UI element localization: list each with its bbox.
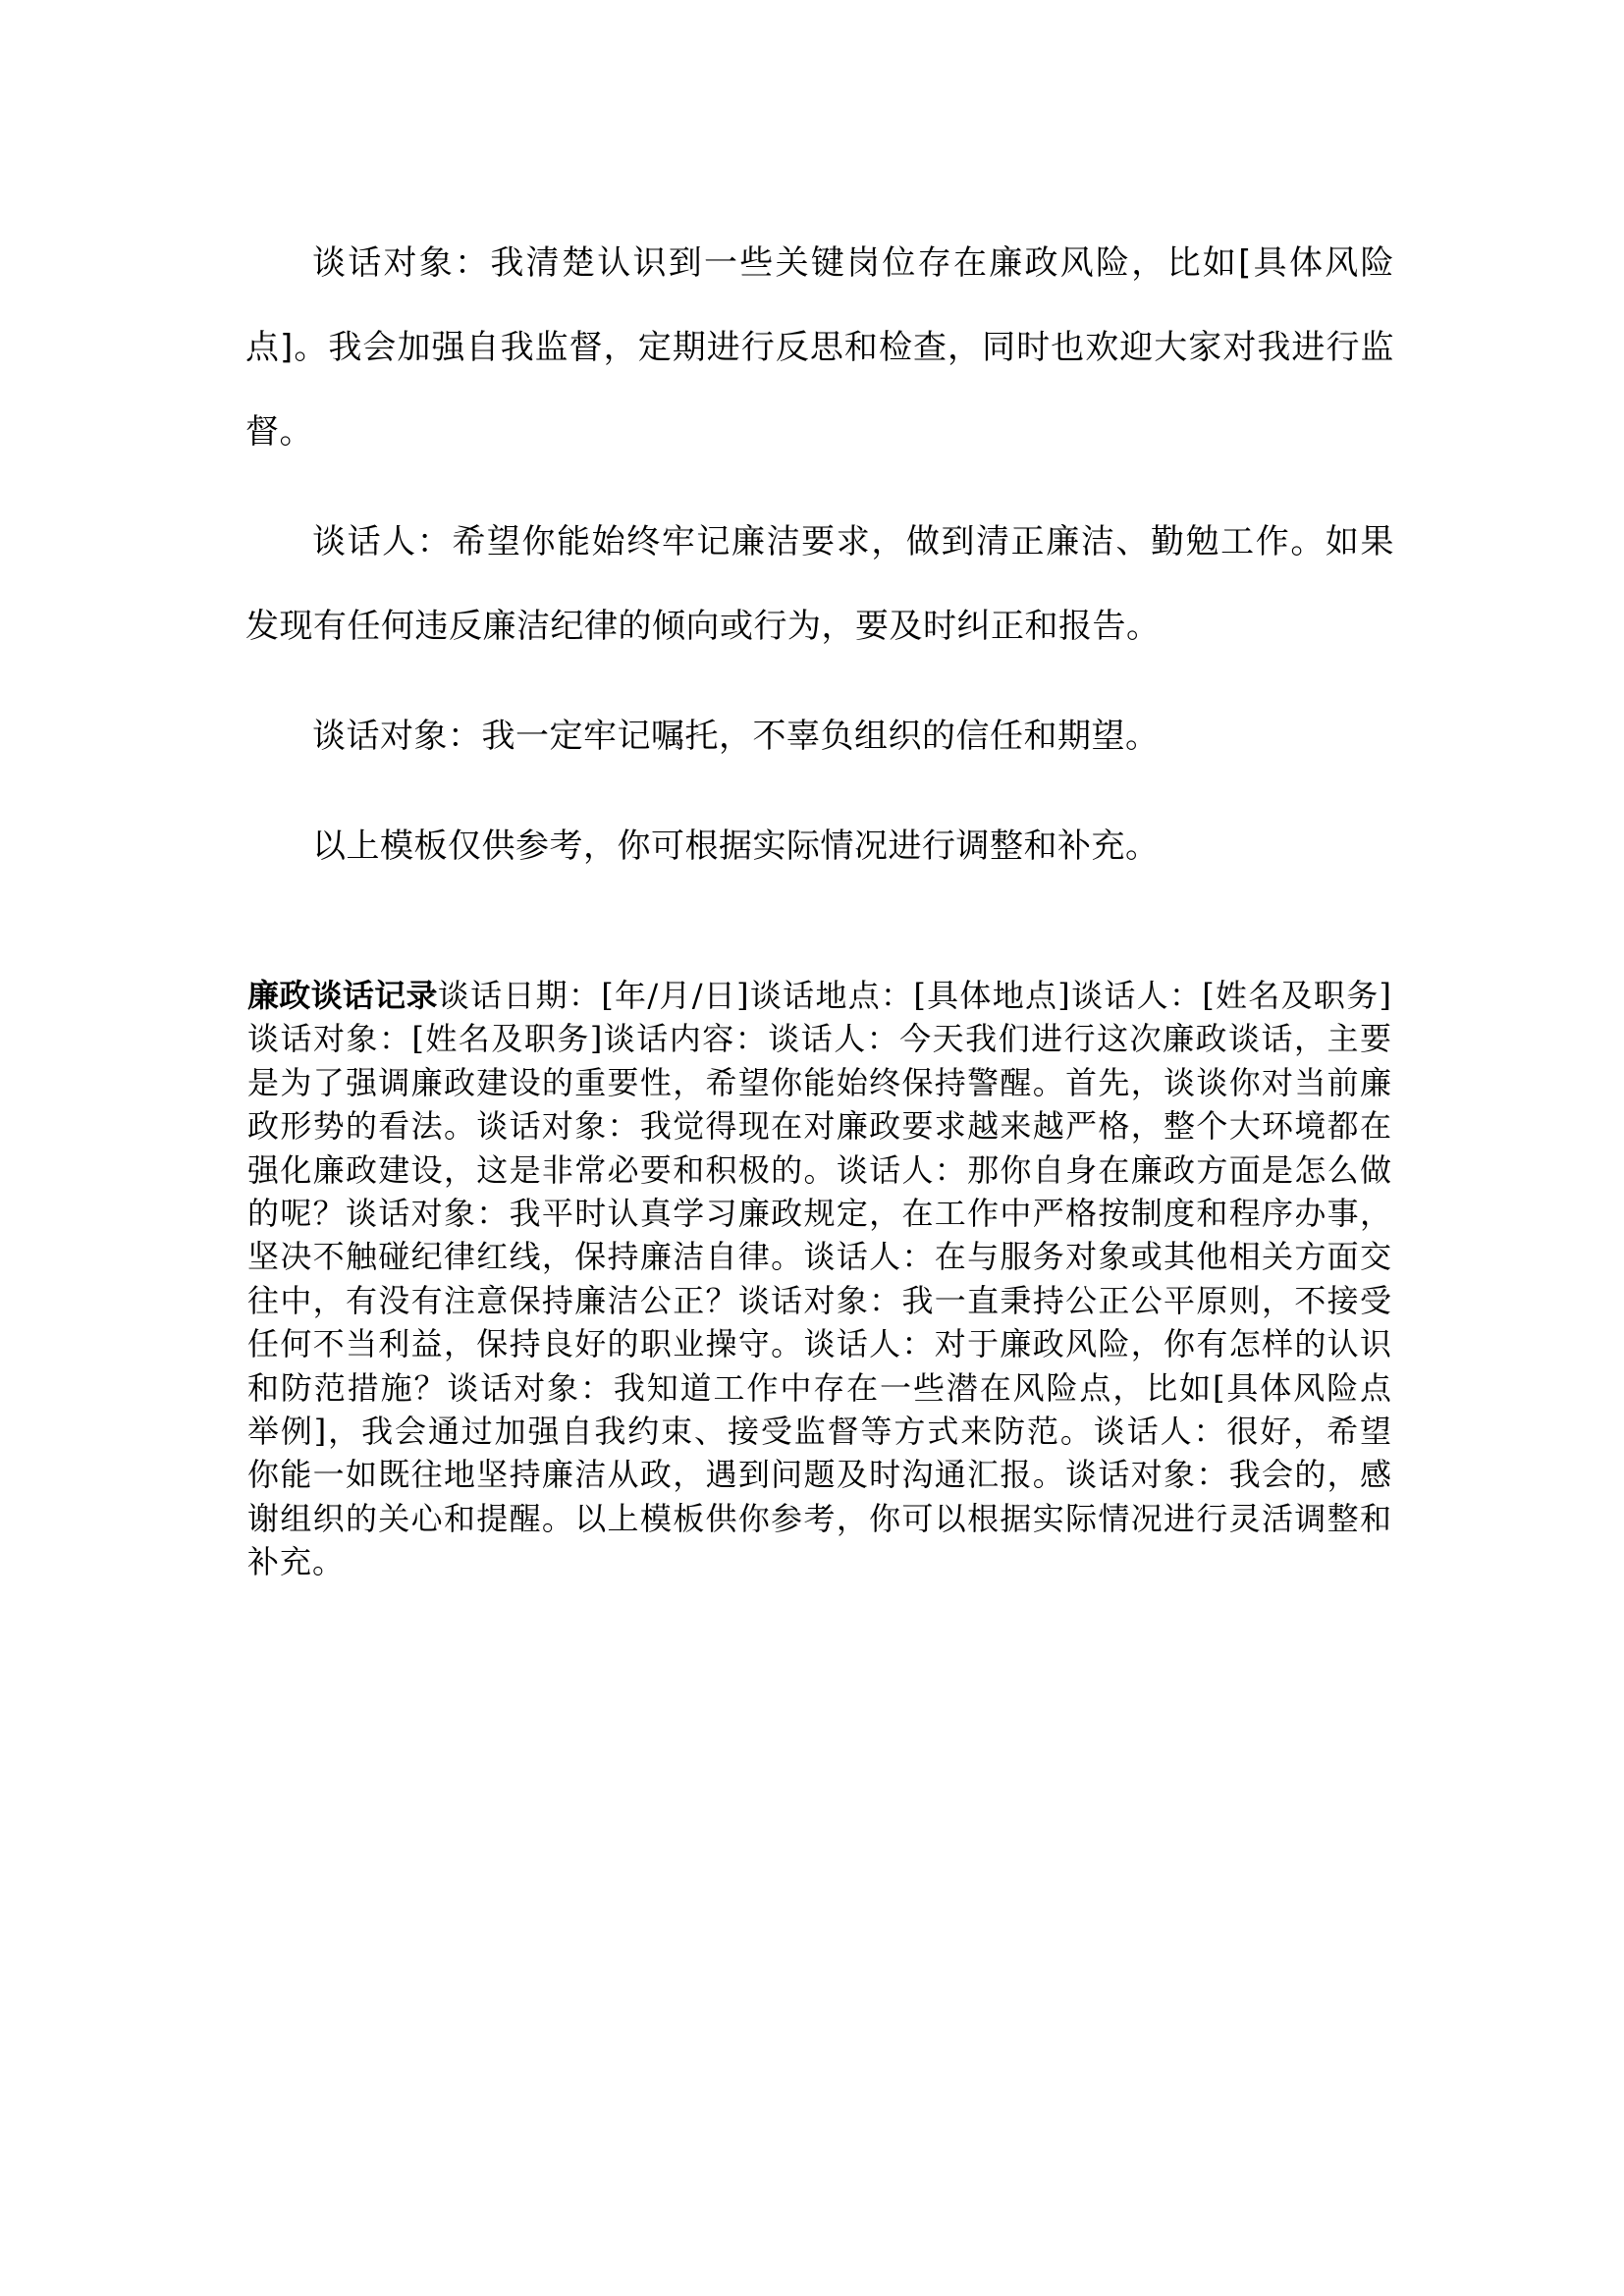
record-section bbox=[247, 974, 1392, 1584]
paragraph-template-note: 以上模板仅供参考，你可根据实际情况进行调整和补充。 bbox=[312, 827, 1160, 866]
record-title: 廉政谈话记录 bbox=[247, 977, 438, 1014]
paragraph-subject-promise: 谈话对象：我一定牢记嘱托，不辜负组织的信任和期望。 bbox=[312, 717, 1160, 756]
dialogue-section bbox=[245, 221, 1394, 914]
paragraph-subject-risk: 谈话对象：我清楚认识到一些关键岗位存在廉政风险，比如[具体风险点]。我会加强自我监督，定期进行反思和检查，同时也欢迎大家对我进行监督。 bbox=[245, 243, 1394, 452]
paragraph-speaker-hope: 谈话人：希望你能始终牢记廉洁要求，做到清正廉洁、勤勉工作。如果发现有任何违反廉洁纪律的倾向或行为，要及时纠正和报告。 bbox=[245, 522, 1394, 646]
record-body: 谈话日期：[年/月/日]谈话地点：[具体地点]谈话人：[姓名及职务]谈话对象：[姓名及职务]谈话内容：谈话人：今天我们进行这次廉政谈话，主要是为了强调廉政建设的重要性，希望你能始终保持警醒。首先，谈谈你对当前廉政形势的看法。谈话对象：我觉得现在对廉政要求越来越严格，整个大环境都在强化廉政建设，这是非常必要和积极的。谈话人：那你自身在廉政方面是怎么做的呢？谈话对象：我平时认真学习廉政规定，在工作中严格按制度和程序办事，坚决不触碰纪律红线，保持廉洁自律。谈话人：在与服务对象或其他相关方面交往中，有没有注意保持廉洁公正？谈话对象：我一直秉持公正公平原则，不接受任何不当利益，保持良好的职业操守。谈话人：对于廉政风险，你有怎样的认识和防范措施？谈话对象：我知道工作中存在一些潜在风险点，比如[具体风险点举例]，我会通过加强自我约束、接受监督等方式来防范。谈话人：很好，希望你能一如既往地坚持廉洁从政，遇到问题及时沟通汇报。谈话对象：我会的，感谢组织的关心和提醒。以上模板供你参考，你可以根据实际情况进行灵活调整和补充。 bbox=[247, 977, 1392, 1581]
